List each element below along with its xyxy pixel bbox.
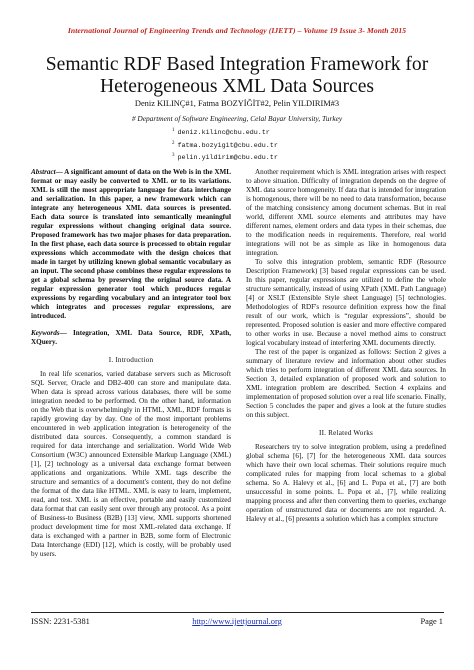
footer-issn: ISSN: 2231-5381 — [31, 617, 90, 626]
keywords — [31, 329, 231, 347]
body-paragraph: The rest of the paper is organized as follows: Section 2 gives a summary of literature review and information about other studies which tries to perform integration of different XML data sources. In Section 3, detailed explanation of proposed work and solution to XML integration problem are described. Section 4 explains and implementation of proposed solution over a real life scenario. Finally, Section 5 concludes the paper and gives a look at the future studies on this subject. — [246, 348, 446, 419]
abstract-text: — A significant amount of data on the Web is in the XML format or may easily be converted to XML or to its variations. XML is still the most appropriate language for data interchange and serialization. In this paper, a new framework which can integrate any heterogeneous XML data sources is presented. Each data source is translated into semantically meaningful regular expressions without changing original data source. Proposed framework has two major phases for data preparation. In the first phase, each data source is processed to obtain regular expressions which accommodate with the design choices that made in target by utilizing known global semantic vocabulary as an input. The second phase combines these regular expressions to get a global schema by preserving the original source data. A regular expression generator tool which produces regular expressions by regarding vocabulary and an integrator tool box which integrates and processes regular expressions, are introduced. — [31, 168, 231, 320]
email-address[interactable]: pelin.yildirim@cbu.edu.tr — [177, 154, 278, 163]
footer-url-link[interactable]: http://www.ijettjournal.org — [192, 617, 282, 626]
section-heading-related-works: II. Related Works — [319, 429, 373, 437]
abstract-label: Abstract — [31, 168, 56, 176]
body-paragraph: To solve this integration problem, semantic RDF (Resource Description Framework) [3] based regular expressions can be used. In this paper, regular expressions are utilized to define the whole structure semantically, instead of using XPath (XML Path Language) [4] or XSLT (Extensible Style sheet Language) [5] technologies. Methodologies of RDF's resource definition express how the final result of our work, which is “regular expressions”, should be represented. Proposed solution is easier and more effective compared to other works in use. Because a novel method aims to construct logical vocabulary instead of interfering XML documents directly. — [246, 258, 446, 347]
body-paragraph: In real life scenarios, varied database servers such as Microsoft SQL Server, Oracle and DB2-400 can store and manipulate data. When data is spread across various databases, there will be some integration needed to be performed. On the other hand, information on the Web that is overwhelmingly in HTML, XML, RDF formats is rapidly growing day by day. One of the most important problems encountered in web application integration is heterogeneity of the distributed data sources. Consequently, a common standard is required for data interchange and serialization. World Wide Web Consortium (W3C) announced Extensible Markup Language (XML) [1], [2] technology as a universal data exchange format between applications and organizations. While XML tags describe the structure and semantics of a document's content, they do not define the format of the data like HTML. XML is easy to learn, implement, read, and test. XML is an effective, portable and easily customized data format that can easily sent over through any protocol. As a point of Business-to Business (B2B) [13] view, XML supports shortened product development time for most XML-related data exchange. If data is exchanged with a partner in B2B, some form of Electronic Data Interchange (EDI) [12], which is costly, will be probably used by users. — [31, 370, 231, 558]
email-address[interactable]: fatma.bozyigit@cbu.edu.tr — [177, 141, 278, 150]
email-item: $^3$ pelin.yildirim@cbu.edu.tr — [172, 153, 278, 163]
email-address[interactable]: deniz.kilinc@cbu.edu.tr — [177, 129, 270, 137]
email-list — [172, 126, 372, 164]
keywords-text: — Integration, XML Data Source, RDF, XPath, XQuery. — [31, 329, 231, 346]
body-paragraph: Another requirement which is XML integration arises with respect to above situation. Difficulty of integration depends on the degree of XML data source homogeneity. If data that is intended for integration is homogenous, there will be no need to data transformation, because of the matching consistency among document schemas. But in real world, different XML source elements and attributes may have different names, element orders and data types in their schemas, due to the modification needs in requirements. Therefore, real world integrations will not be as simple as like in homogenous data integration. — [246, 168, 446, 257]
keywords-label: Keywords — [31, 329, 60, 337]
footer-url-container — [0, 617, 474, 626]
affiliation: # Department of Software Engineering, Celal Bayar University, Turkey — [131, 114, 343, 123]
journal-header: International Journal of Engineering Trends and Technology (IJETT) – Volume 19 Issue 3- Month 2015 — [67, 26, 407, 35]
paper-title: Semantic RDF Based Integration Framework for Heterogeneous XML Data Sources — [45, 54, 429, 97]
footer-page-number: Page 1 — [420, 617, 443, 626]
body-paragraph: Researchers try to solve integration problem, using a predefined global schema [6], [7] for the heterogeneous XML data sources which have their own local schemas. Their solutions require much complicated rules for mapping from local schemas to a global schema. So A. Halevy et al., [6] and L. Popa et al., [7] are both unsuccessful in some points. L. Popa et al., [7], while realizing mapping process and after then converting them to queries, exchange operation of unstructured data or documents are not regarded. A. Halevy et al., [6] presents a solution which has a complex structure — [246, 443, 446, 523]
left-column — [31, 168, 231, 559]
email-item: $^2$ fatma.bozyigit@cbu.edu.tr — [172, 140, 278, 150]
section-heading-introduction: I. Introduction — [108, 356, 154, 364]
abstract — [31, 168, 231, 321]
footer-divider — [31, 612, 444, 613]
right-column — [246, 168, 446, 524]
email-item: $^1$ deniz.kilinc@cbu.edu.tr — [172, 128, 270, 137]
author-list: Deniz KILINÇ#1, Fatma BOZYİĞİT#2, Pelin YILDIRIM#3 — [134, 99, 340, 108]
